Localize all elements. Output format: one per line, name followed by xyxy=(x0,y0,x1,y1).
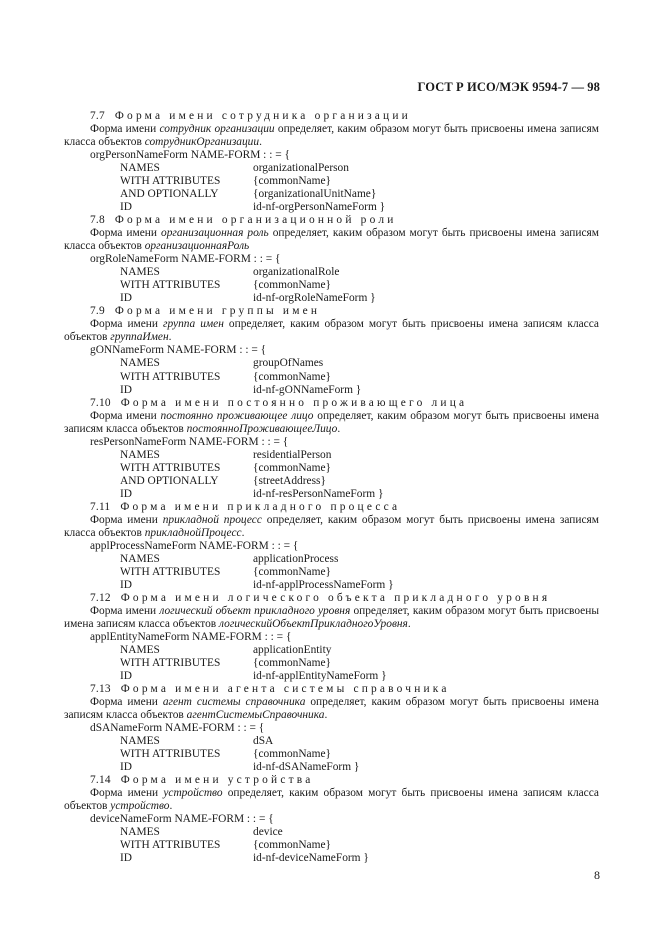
declaration-keyword: ID xyxy=(120,761,133,774)
declaration-keyword: ID xyxy=(120,383,133,396)
paragraph-end: . xyxy=(407,617,411,630)
section-paragraph xyxy=(64,123,599,149)
object-class-name: постоянноПроживающееЛицо xyxy=(186,422,338,435)
section-7-13 xyxy=(64,683,599,774)
declaration-keyword: AND OPTIONALLY xyxy=(120,188,219,201)
declaration-row xyxy=(64,553,599,566)
declaration-row xyxy=(64,449,599,462)
declaration-value: groupOfNames xyxy=(253,357,324,370)
paragraph-end: . xyxy=(169,800,173,813)
name-form-declaration: orgRoleNameForm NAME-FORM : : = { xyxy=(90,253,281,266)
paragraph-text: Форма имени xyxy=(90,123,160,136)
declaration-value: {commonName} xyxy=(253,370,331,383)
declaration-keyword: WITH ATTRIBUTES xyxy=(120,370,221,383)
section-number: 7.13 xyxy=(90,683,111,696)
declaration-value: id-nf-resPersonNameForm } xyxy=(253,487,384,500)
declaration-keyword: NAMES xyxy=(120,448,160,461)
paragraph-text: Форма имени xyxy=(90,787,164,800)
declaration-keyword: NAMES xyxy=(120,357,160,370)
object-class-name: прикладнойПроцесс xyxy=(144,526,242,539)
section-number: 7.9 xyxy=(90,305,105,318)
declaration-value: applicationProcess xyxy=(253,552,339,565)
paragraph-text: Форма имени xyxy=(90,696,163,709)
section-heading xyxy=(64,501,599,514)
declaration-row xyxy=(64,292,599,305)
section-title: Форма имени агента системы справочника xyxy=(120,683,450,696)
paragraph-text: определяет, каким образом могут быть присвоены имена записям класса объектов xyxy=(64,604,599,630)
declaration-value: id-nf-applProcessNameForm } xyxy=(253,578,394,591)
section-paragraph xyxy=(64,696,599,722)
declaration-row xyxy=(64,357,599,370)
paragraph-end: . xyxy=(324,709,328,722)
section-paragraph xyxy=(64,227,599,253)
name-form-declaration: resPersonNameForm NAME-FORM : : = { xyxy=(90,435,289,448)
object-class-name: организационнаяРоль xyxy=(144,240,250,253)
section-paragraph xyxy=(64,410,599,436)
declaration-keyword: NAMES xyxy=(120,266,160,279)
declaration-value: device xyxy=(253,826,283,839)
section-number: 7.7 xyxy=(90,110,105,122)
name-form-term: сотрудник организации xyxy=(159,123,275,136)
paragraph-text: Форма имени xyxy=(90,318,164,331)
section-heading xyxy=(64,214,599,227)
paragraph-end: . xyxy=(259,136,262,149)
declaration-keyword: ID xyxy=(120,487,133,500)
declaration-value: {commonName} xyxy=(253,657,331,670)
declaration-row xyxy=(64,670,599,683)
declaration-row xyxy=(64,475,599,488)
declaration-value: organizationalPerson xyxy=(253,162,349,175)
section-paragraph xyxy=(64,787,599,813)
declaration-value: id-nf-deviceNameForm } xyxy=(253,852,369,865)
declaration-value: id-nf-orgRoleNameForm } xyxy=(253,292,376,305)
section-title: Форма имени логического объекта прикладного уровня xyxy=(120,591,551,604)
section-title: Форма имени группы имен xyxy=(114,305,321,318)
object-class-name: группаИмен xyxy=(110,331,169,344)
object-class-name: сотрудникОрганизации xyxy=(144,136,260,149)
declaration-row xyxy=(64,748,599,761)
declaration-row xyxy=(64,488,599,501)
name-form-term: организационная роль xyxy=(161,227,269,240)
name-form-declaration: deviceNameForm NAME-FORM : : = { xyxy=(90,813,274,826)
declaration-keyword: ID xyxy=(120,578,133,591)
name-form-declaration: gONNameForm NAME-FORM : : = { xyxy=(90,344,267,357)
paragraph-end: . xyxy=(337,422,341,435)
declaration-keyword: NAMES xyxy=(120,552,160,565)
declaration-value: id-nf-dSANameForm } xyxy=(253,761,360,774)
section-heading xyxy=(64,110,599,123)
name-form-term: агент системы справочника xyxy=(162,696,306,709)
declaration-keyword: WITH ATTRIBUTES xyxy=(120,748,221,761)
declaration-value: id-nf-applEntityNameForm } xyxy=(253,670,387,683)
section-7-7 xyxy=(64,110,599,214)
declaration-row xyxy=(64,761,599,774)
paragraph-text: определяет, каким образом могут быть присвоены имена записям класса объектов xyxy=(64,318,599,344)
running-header: ГОСТ Р ИСО/МЭК 9594-7 — 98 xyxy=(417,80,600,94)
section-heading xyxy=(64,774,599,787)
declaration-value: {organizationalUnitName} xyxy=(253,188,377,201)
declaration-row xyxy=(64,735,599,748)
declaration-row xyxy=(64,162,599,175)
name-form-declaration: dSANameForm NAME-FORM : : = { xyxy=(90,722,265,735)
declaration-row xyxy=(64,201,599,214)
paragraph-text: определяет, каким образом могут быть присвоены имена записям класса объектов xyxy=(64,696,599,722)
section-heading xyxy=(64,397,599,410)
section-heading xyxy=(64,305,599,318)
paragraph-text: определяет, каким образом могут быть присвоены имена записям класса объектов xyxy=(64,227,599,253)
page-number: 8 xyxy=(594,868,600,882)
paragraph-text: Форма имени xyxy=(90,513,163,526)
section-title: Форма имени устройства xyxy=(120,774,314,787)
declaration-row xyxy=(64,266,599,279)
declaration-row xyxy=(64,384,599,397)
declaration-row xyxy=(64,279,599,292)
declaration-keyword: NAMES xyxy=(120,826,160,839)
declaration-keyword: WITH ATTRIBUTES xyxy=(120,657,221,670)
declaration-row xyxy=(64,644,599,657)
declaration-keyword: WITH ATTRIBUTES xyxy=(120,461,221,474)
section-7-9 xyxy=(64,305,599,396)
declaration-keyword: NAMES xyxy=(120,162,160,175)
paragraph-end: . xyxy=(168,331,172,344)
declaration-keyword: ID xyxy=(120,670,133,683)
section-number: 7.12 xyxy=(90,591,111,604)
section-number: 7.8 xyxy=(90,214,105,227)
declaration-row xyxy=(64,175,599,188)
document-body xyxy=(64,110,599,865)
name-form-declaration: orgPersonNameForm NAME-FORM : : = { xyxy=(90,149,290,162)
declaration-value: {commonName} xyxy=(253,748,331,761)
name-form-term: постоянно проживающее лицо xyxy=(160,409,314,422)
section-paragraph xyxy=(64,318,599,344)
declaration-value: {commonName} xyxy=(253,839,331,852)
declaration-row xyxy=(64,188,599,201)
declaration-value: {commonName} xyxy=(253,565,331,578)
declaration-value: organizationalRole xyxy=(253,266,340,279)
paragraph-text: определяет, каким образом могут быть присвоены имена записям класса объектов xyxy=(64,513,599,539)
section-7-12 xyxy=(64,592,599,683)
declaration-value: id-nf-orgPersonNameForm } xyxy=(253,201,386,214)
name-form-term: логический объект прикладного уровня xyxy=(159,604,351,617)
section-title: Форма имени постоянно проживающего лица xyxy=(120,396,468,409)
declaration-keyword: WITH ATTRIBUTES xyxy=(120,839,221,852)
paragraph-text: определяет, каким образом могут быть присвоены имена записям класса объектов xyxy=(64,409,599,435)
declaration-value: id-nf-gONNameForm } xyxy=(253,383,362,396)
declaration-keyword: WITH ATTRIBUTES xyxy=(120,279,221,292)
section-number: 7.14 xyxy=(90,774,111,787)
section-7-10 xyxy=(64,397,599,501)
declaration-row xyxy=(64,826,599,839)
section-number: 7.10 xyxy=(90,396,111,409)
declaration-row xyxy=(64,566,599,579)
paragraph-text: Форма имени xyxy=(90,409,161,422)
section-paragraph xyxy=(64,514,599,540)
declaration-value: {commonName} xyxy=(253,279,331,292)
section-heading xyxy=(64,683,599,696)
paragraph-text: Форма имени xyxy=(90,227,161,240)
declaration-keyword: AND OPTIONALLY xyxy=(120,474,219,487)
section-7-11 xyxy=(64,501,599,592)
declaration-row xyxy=(64,657,599,670)
declaration-row xyxy=(64,579,599,592)
declaration-value: applicationEntity xyxy=(253,644,332,657)
section-title: Форма имени сотрудника организации xyxy=(114,110,411,122)
section-title: Форма имени прикладного процесса xyxy=(120,500,401,513)
section-paragraph xyxy=(64,605,599,631)
declaration-row xyxy=(64,852,599,865)
declaration-value: dSA xyxy=(253,735,274,748)
section-number: 7.11 xyxy=(90,500,111,513)
name-form-term: устройство xyxy=(163,787,223,800)
name-form-term: прикладной процесс xyxy=(162,513,262,526)
declaration-keyword: WITH ATTRIBUTES xyxy=(120,565,221,578)
declaration-keyword: ID xyxy=(120,292,133,305)
declaration-row xyxy=(64,371,599,384)
declaration-keyword: WITH ATTRIBUTES xyxy=(120,175,221,188)
paragraph-text: определяет, каким образом могут быть присвоены имена записям класса объектов xyxy=(64,123,599,149)
declaration-keyword: ID xyxy=(120,201,133,214)
declaration-value: residentialPerson xyxy=(253,448,332,461)
object-class-name: агентСистемыСправочника xyxy=(186,709,325,722)
declaration-keyword: NAMES xyxy=(120,644,160,657)
object-class-name: логическийОбъектПрикладногоУровня xyxy=(219,617,408,630)
paragraph-text: Форма имени xyxy=(90,604,160,617)
declaration-row xyxy=(64,462,599,475)
name-form-declaration: applEntityNameForm NAME-FORM : : = { xyxy=(90,630,292,643)
paragraph-end: . xyxy=(241,526,245,539)
name-form-declaration: applProcessNameForm NAME-FORM : : = { xyxy=(90,539,299,552)
paragraph-text: определяет, каким образом могут быть присвоены имена записям класса объектов xyxy=(64,787,599,813)
section-title: Форма имени организационной роли xyxy=(114,214,397,227)
declaration-keyword: NAMES xyxy=(120,735,160,748)
declaration-value: {commonName} xyxy=(253,461,331,474)
declaration-row xyxy=(64,839,599,852)
object-class-name: устройство xyxy=(110,800,170,813)
declaration-value: {streetAddress} xyxy=(253,474,326,487)
section-7-8 xyxy=(64,214,599,305)
declaration-value: {commonName} xyxy=(253,175,331,188)
section-heading xyxy=(64,592,599,605)
name-form-term: группа имен xyxy=(163,318,224,331)
section-7-14 xyxy=(64,774,599,865)
declaration-keyword: ID xyxy=(120,852,133,865)
